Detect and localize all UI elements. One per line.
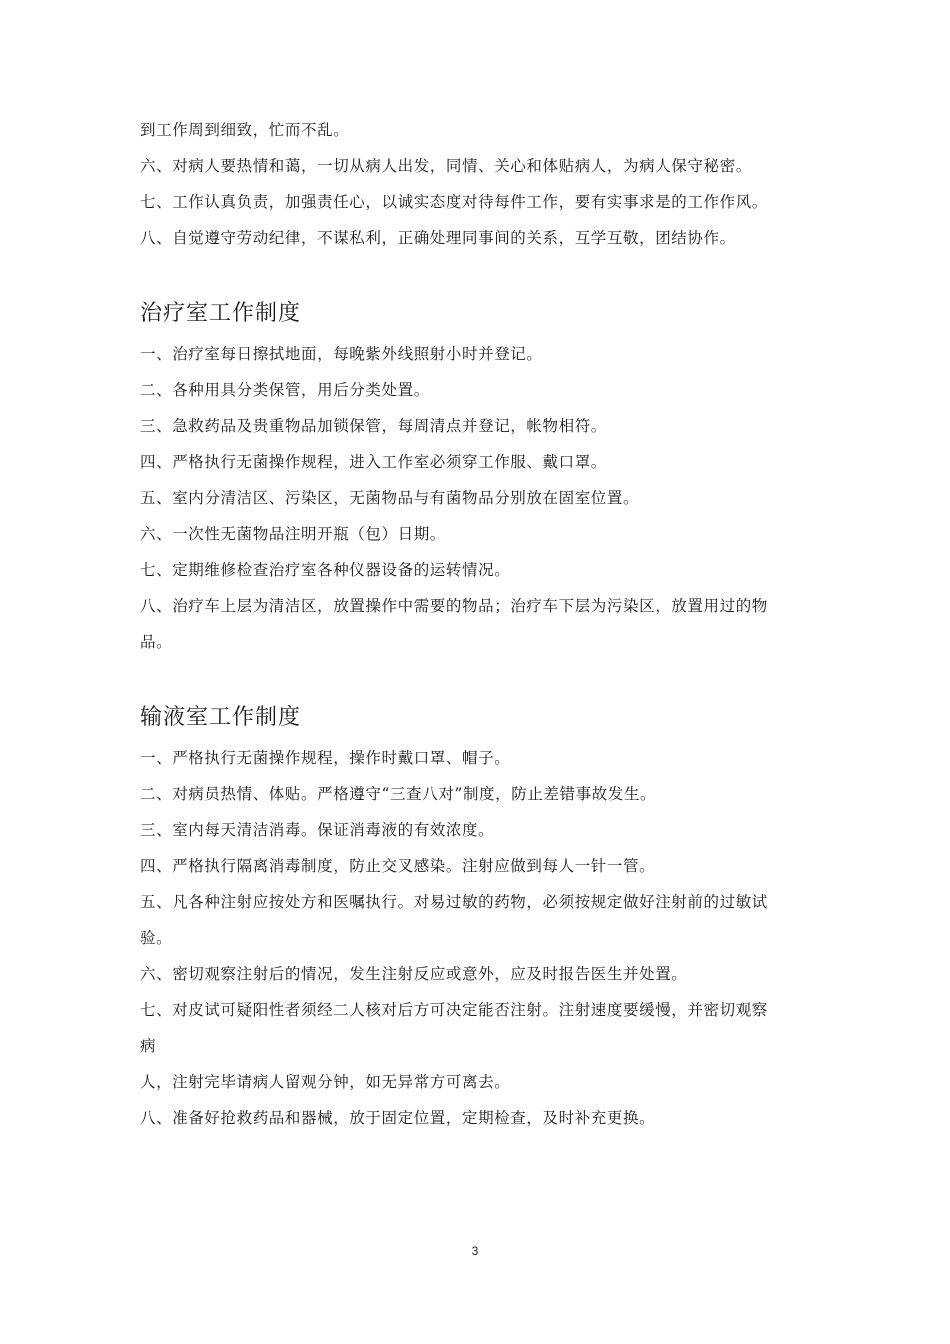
infusion-room-section <box>140 698 810 1136</box>
treatment-rule-3: 三、急救药品及贵重物品加锁保管，每周清点并登记，帐物相符。 <box>140 417 607 435</box>
infusion-rule-7-cont-a: 病 <box>140 1037 157 1055</box>
treatment-rule-2: 二、各种用具分类保管，用后分类处置。 <box>140 381 430 399</box>
section-spacer <box>140 660 810 698</box>
treatment-rule-6: 六、一次性无菌物品注明开瓶（包）日期。 <box>140 525 446 543</box>
infusion-rule-5-cont: 验。 <box>140 929 173 947</box>
infusion-rule-5: 五、凡各种注射应按处方和医嘱执行。对易过敏的药物，必须按规定做好注射前的过敏试 <box>140 893 768 911</box>
treatment-rule-4: 四、严格执行无菌操作规程，进入工作室必须穿工作服、戴口罩。 <box>140 453 607 471</box>
section-title-infusion-room: 输液室工作制度 <box>140 705 302 730</box>
intro-section <box>140 112 810 256</box>
intro-line-3: 七、工作认真负责，加强责任心，以诚实态度对待每件工作，要有实事求是的工作作风。 <box>140 193 768 211</box>
treatment-rule-1: 一、治疗室每日擦拭地面，每晚紫外线照射小时并登记。 <box>140 345 543 363</box>
infusion-rule-7-cont-b: 人，注射完毕请病人留观分钟，如无异常方可离去。 <box>140 1073 511 1091</box>
infusion-rule-2: 二、对病员热情、体贴。严格遵守“三查八对”制度，防止差错事故发生。 <box>140 785 657 803</box>
section-title-treatment-room: 治疗室工作制度 <box>140 301 302 326</box>
infusion-rule-3: 三、室内每天清洁消毒。保证消毒液的有效浓度。 <box>140 821 495 839</box>
page-number: 3 <box>471 1244 479 1258</box>
treatment-rule-7: 七、定期维修检查治疗室各种仪器设备的运转情况。 <box>140 561 511 579</box>
infusion-rule-4: 四、严格执行隔离消毒制度，防止交叉感染。注射应做到每人一针一管。 <box>140 857 656 875</box>
intro-line-1: 到工作周到细致，忙而不乱。 <box>140 121 350 139</box>
infusion-rule-6: 六、密切观察注射后的情况，发生注射反应或意外，应及时报告医生并处置。 <box>140 965 688 983</box>
document-body <box>140 112 810 1136</box>
infusion-rule-7: 七、对皮试可疑阳性者须经二人核对后方可决定能否注射。注射速度要缓慢，并密切观察 <box>140 1001 768 1019</box>
treatment-room-section <box>140 294 810 660</box>
treatment-rule-8: 八、治疗车上层为清洁区，放置操作中需要的物品；治疗车下层为污染区，放置用过的物 <box>140 597 768 615</box>
intro-line-2: 六、对病人要热情和蔼，一切从病人出发，同情、关心和体贴病人，为病人保守秘密。 <box>140 157 752 175</box>
treatment-rule-5: 五、室内分清洁区、污染区，无菌物品与有菌物品分别放在固室位置。 <box>140 489 640 507</box>
intro-line-4: 八、自觉遵守劳动纪律，不谋私利，正确处理同事间的关系，互学互敬，团结协作。 <box>140 229 736 247</box>
treatment-rule-8-cont: 品。 <box>140 633 173 651</box>
infusion-rule-8: 八、准备好抢救药品和器械，放于固定位置，定期检查，及时补充更换。 <box>140 1109 656 1127</box>
section-spacer <box>140 256 810 294</box>
infusion-rule-1: 一、严格执行无菌操作规程，操作时戴口罩、帽子。 <box>140 749 511 767</box>
